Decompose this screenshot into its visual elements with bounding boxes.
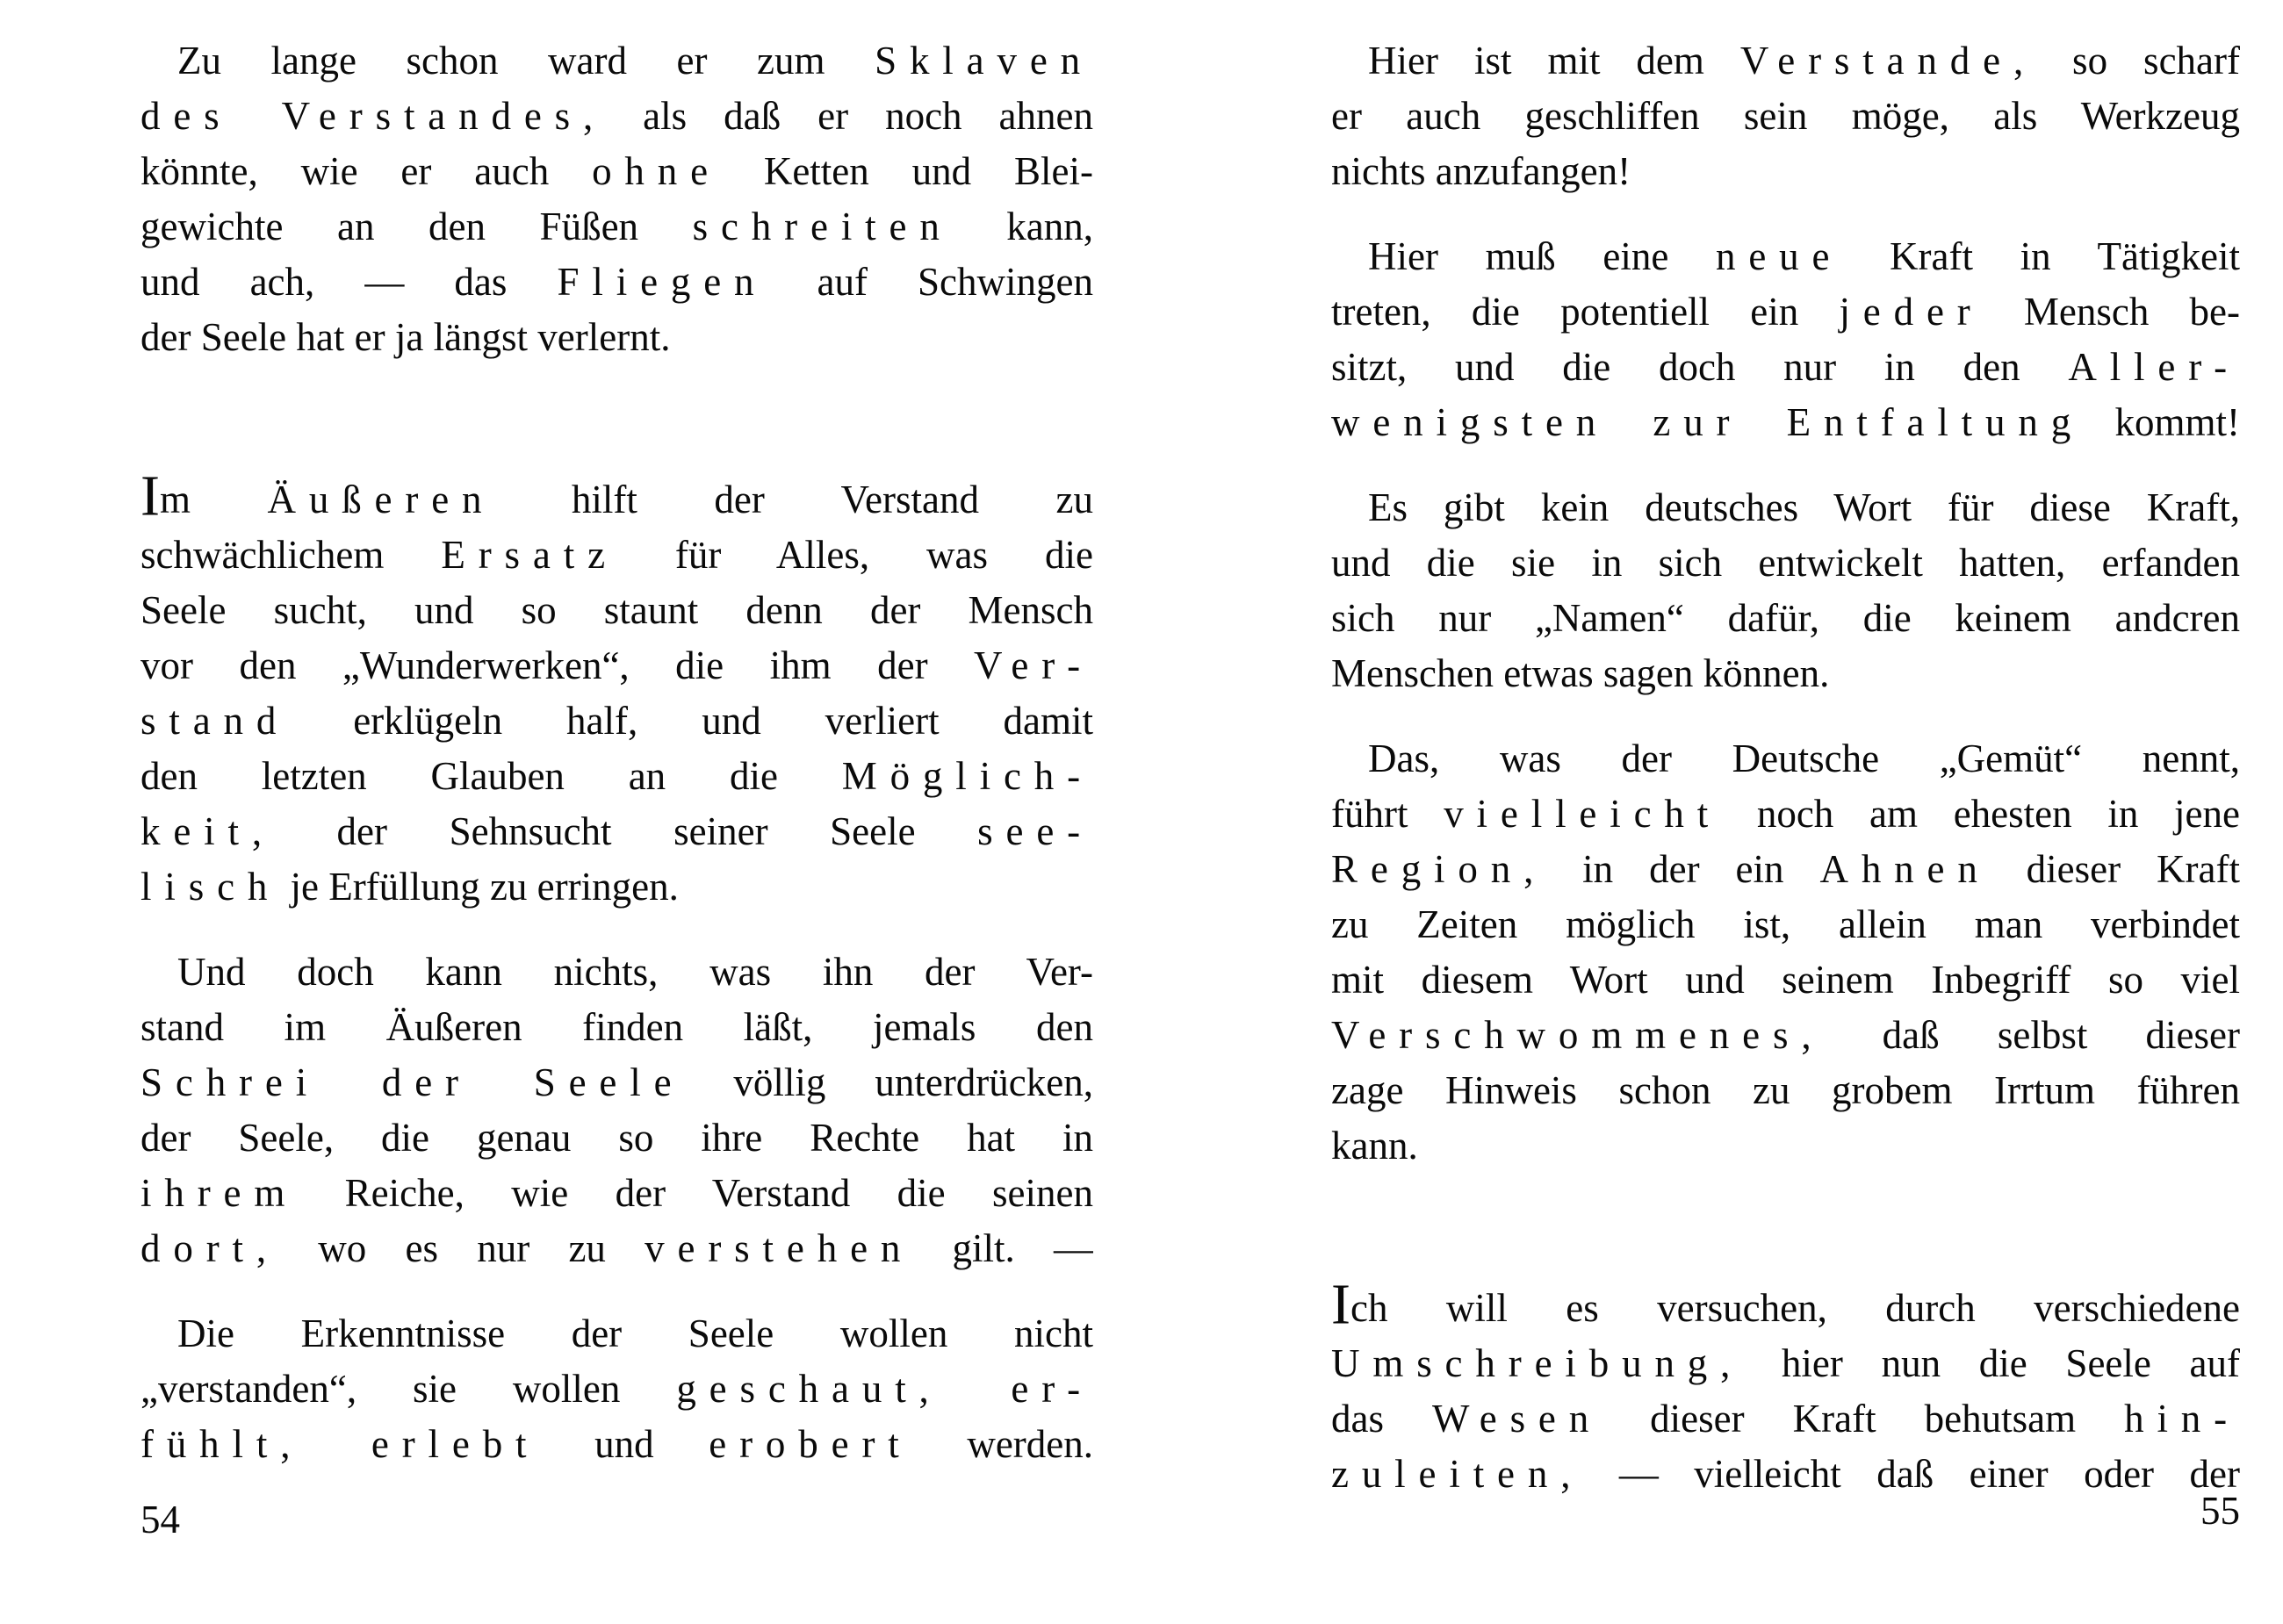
- text-line: [1331, 89, 2240, 144]
- letterspaced-text: jeder: [1839, 290, 1984, 334]
- paragraph: [1331, 33, 2240, 199]
- letterspaced-text: Ahnen: [1819, 847, 1991, 891]
- page-number: 55: [2200, 1489, 2240, 1533]
- text-line: [1331, 952, 2240, 1008]
- paragraph: [140, 33, 1093, 365]
- text-line: [140, 528, 1093, 583]
- letterspaced-text: Ersatz: [441, 533, 618, 577]
- text-segment: Das, was der Deutsche „Gemüt“ nennt,: [1368, 737, 2240, 780]
- text-segment: stand im Äußeren finden läßt, jemals den: [140, 1005, 1093, 1049]
- text-segment: sitzt, und die doch nur in den: [1331, 345, 2069, 389]
- letterspaced-text: Verstande,: [1739, 39, 2037, 83]
- text-line: [140, 693, 1093, 749]
- letterspaced-text: see-: [977, 809, 1093, 853]
- text-segment: führt: [1331, 792, 1444, 836]
- text-segment: völlig unterdrücken,: [684, 1060, 1093, 1104]
- text-segment: gilt. —: [913, 1226, 1093, 1270]
- letterspaced-text: keit,: [140, 809, 275, 853]
- text-segment: den letzten Glauben an die: [140, 754, 842, 798]
- text-segment: in der ein: [1546, 847, 1820, 891]
- text-segment: der Sehnsucht seiner Seele: [274, 809, 978, 853]
- text-line: [1331, 897, 2240, 952]
- text-line: [140, 945, 1093, 1000]
- letterspaced-text: Aller-: [2068, 345, 2240, 389]
- text-segment: Menschen etwas sagen können.: [1331, 651, 1830, 695]
- text-segment: ch will es versuchen, durch verschiedene: [1350, 1286, 2240, 1330]
- letterspaced-text: Ver-: [974, 643, 1093, 687]
- text-segment: gewichte an den Füßen: [140, 205, 693, 248]
- text-segment: vor den „Wunderwerken“, die ihm der: [140, 643, 975, 687]
- letterspaced-text: ohne: [592, 149, 721, 193]
- letterspaced-text: Umschreibung,: [1331, 1341, 1744, 1385]
- letterspaced-text: schreiten: [692, 205, 953, 248]
- letterspaced-text: ihrem: [140, 1171, 299, 1215]
- text-segment: auf Schwingen: [767, 260, 1093, 304]
- text-segment: — vielleicht daß einer oder der: [1583, 1452, 2240, 1496]
- letterspaced-text: erobert: [709, 1422, 912, 1466]
- paragraph: [1331, 480, 2240, 701]
- text-segment: kann.: [1331, 1124, 1418, 1168]
- text-segment: und ach, — das: [140, 260, 558, 304]
- text-segment: zage Hinweis schon zu grobem Irrtum führen: [1331, 1068, 2240, 1112]
- text-line: [1331, 842, 2240, 897]
- text-line: [1331, 480, 2240, 535]
- letterspaced-text: Verschwommenes,: [1331, 1013, 1825, 1057]
- text-line: [140, 638, 1093, 693]
- text-segment: daß selbst dieser: [1824, 1013, 2240, 1057]
- letterspaced-text: geschaut, er-: [676, 1367, 1093, 1411]
- text-segment: „verstanden“, sie wollen: [140, 1367, 677, 1411]
- text-line: [1331, 1447, 2240, 1502]
- text-segment: noch am ehesten in jene: [1721, 792, 2240, 836]
- text-segment: Hier ist mit dem: [1368, 39, 1740, 83]
- text-line: [1331, 284, 2240, 340]
- text-segment: Ketten und Blei-: [720, 149, 1093, 193]
- text-segment: wo es nur zu: [279, 1226, 645, 1270]
- text-line: [1331, 144, 2240, 199]
- text-segment: kann,: [952, 205, 1093, 248]
- text-line: [1331, 1008, 2240, 1063]
- letterspaced-text: verstehen: [645, 1226, 914, 1270]
- text-segment: könnte, wie er auch: [140, 149, 593, 193]
- text-line: [140, 89, 1093, 144]
- letterspaced-text: fühlt, erlebt: [140, 1422, 540, 1466]
- paragraph: [1331, 229, 2240, 450]
- letterspaced-text: Sklaven: [875, 39, 1093, 83]
- paragraph: [140, 1306, 1093, 1472]
- letterspaced-text: stand: [140, 699, 290, 743]
- letterspaced-text: Region,: [1331, 847, 1547, 891]
- text-segment: dieser Kraft behutsam: [1602, 1397, 2125, 1441]
- text-segment: nichts anzufangen!: [1331, 149, 1631, 193]
- paragraph: [1331, 1281, 2240, 1502]
- paragraph: [1331, 731, 2240, 1174]
- letterspaced-text: des Verstandes,: [140, 94, 607, 138]
- text-line: [140, 33, 1093, 89]
- text-line: [140, 472, 1093, 528]
- text-line: [140, 310, 1093, 365]
- paragraph: [140, 472, 1093, 915]
- text-segment: hilft der Verstand zu: [494, 478, 1093, 521]
- text-segment: erklügeln half, und verliert damit: [289, 699, 1093, 743]
- text-line: [140, 1166, 1093, 1221]
- text-line: [1331, 646, 2240, 701]
- text-segment: kommt!: [2084, 400, 2240, 444]
- page-right: [1331, 33, 2240, 1533]
- text-line: [140, 1000, 1093, 1055]
- text-segment: als daß er noch ahnen: [606, 94, 1093, 138]
- text-segment: Es gibt kein deutsches Wort für diese Kraft,: [1368, 485, 2240, 529]
- letterspaced-text: Schrei der Seele: [140, 1060, 685, 1104]
- text-segment: mit diesem Wort und seinem Inbegriff so viel: [1331, 958, 2240, 1002]
- text-line: [140, 749, 1093, 804]
- text-line: [140, 804, 1093, 859]
- text-segment: hier nun die Seele auf: [1743, 1341, 2240, 1385]
- text-segment: Hier muß eine: [1368, 234, 1716, 278]
- letterspaced-text: Wesen: [1432, 1397, 1602, 1441]
- text-segment: so scharf: [2036, 39, 2240, 83]
- text-line: [1331, 340, 2240, 395]
- text-segment: m: [159, 478, 268, 521]
- text-line: [1331, 1336, 2240, 1391]
- text-line: [140, 199, 1093, 255]
- text-line: [1331, 1281, 2240, 1336]
- text-line: [1331, 229, 2240, 284]
- text-segment: werden.: [911, 1422, 1093, 1466]
- text-line: [140, 1055, 1093, 1110]
- text-line: [140, 1110, 1093, 1166]
- text-line: [1331, 1391, 2240, 1447]
- text-segment: Und doch kann nichts, was ihn der Ver-: [177, 950, 1093, 994]
- text-line: [140, 1221, 1093, 1276]
- text-segment: treten, die potentiell ein: [1331, 290, 1840, 334]
- text-segment: Die Erkenntnisse der Seele wollen nicht: [177, 1311, 1093, 1355]
- text-segment: schwächlichem: [140, 533, 442, 577]
- letterspaced-text: lisch: [140, 865, 281, 909]
- text-line: [1331, 1118, 2240, 1174]
- letterspaced-text: dort,: [140, 1226, 279, 1270]
- paragraph: [140, 945, 1093, 1276]
- text-segment: das: [1331, 1397, 1433, 1441]
- text-line: [1331, 591, 2240, 646]
- text-segment: Reiche, wie der Verstand die seinen: [298, 1171, 1093, 1215]
- text-segment: der Seele, die genau so ihre Rechte hat in: [140, 1116, 1093, 1160]
- page-left: [140, 33, 1093, 1541]
- text-line: [140, 1306, 1093, 1362]
- letterspaced-text: vielleicht: [1444, 792, 1722, 836]
- text-segment: Kraft in Tätigkeit: [1842, 234, 2240, 278]
- text-segment: sich nur „Namen“ dafür, die keinem andcren: [1331, 596, 2240, 640]
- text-line: [140, 1362, 1093, 1417]
- text-line: [1331, 787, 2240, 842]
- page-right-text-block: [1331, 33, 2240, 1502]
- letterspaced-text: neue: [1715, 234, 1843, 278]
- text-line: [1331, 535, 2240, 591]
- text-line: [140, 859, 1093, 915]
- text-segment: zu Zeiten möglich ist, allein man verbindet: [1331, 902, 2240, 946]
- text-line: [1331, 731, 2240, 787]
- text-line: [140, 144, 1093, 199]
- text-line: [140, 583, 1093, 638]
- text-line: [1331, 395, 2240, 450]
- text-line: [1331, 33, 2240, 89]
- text-segment: Zu lange schon ward er zum: [177, 39, 875, 83]
- text-segment: der Seele hat er ja längst verlernt.: [140, 315, 671, 359]
- dropcap-initial: I: [140, 472, 160, 528]
- letterspaced-text: Fliegen: [557, 260, 767, 304]
- text-line: [140, 255, 1093, 310]
- text-segment: und: [539, 1422, 709, 1466]
- text-segment: dieser Kraft: [1990, 847, 2240, 891]
- text-line: [1331, 1063, 2240, 1118]
- letterspaced-text: zuleiten,: [1331, 1452, 1584, 1496]
- page-number: 54: [140, 1498, 180, 1541]
- letterspaced-text: hin-: [2124, 1397, 2240, 1441]
- dropcap-initial: I: [1331, 1281, 1350, 1336]
- text-segment: und die sie in sich entwickelt hatten, erfanden: [1331, 541, 2240, 585]
- text-line: [140, 1417, 1093, 1472]
- text-segment: Seele sucht, und so staunt denn der Mensch: [140, 588, 1093, 632]
- page-left-text-block: [140, 33, 1093, 1472]
- letterspaced-text: Möglich-: [841, 754, 1093, 798]
- text-segment: je Erfüllung zu erringen.: [280, 865, 679, 909]
- letterspaced-text: Äußeren: [267, 478, 495, 521]
- text-segment: für Alles, was die: [617, 533, 1093, 577]
- text-segment: er auch geschliffen sein möge, als Werkzeug: [1331, 94, 2240, 138]
- letterspaced-text: wenigsten zur Entfaltung: [1331, 400, 2085, 444]
- text-segment: Mensch be-: [1983, 290, 2240, 334]
